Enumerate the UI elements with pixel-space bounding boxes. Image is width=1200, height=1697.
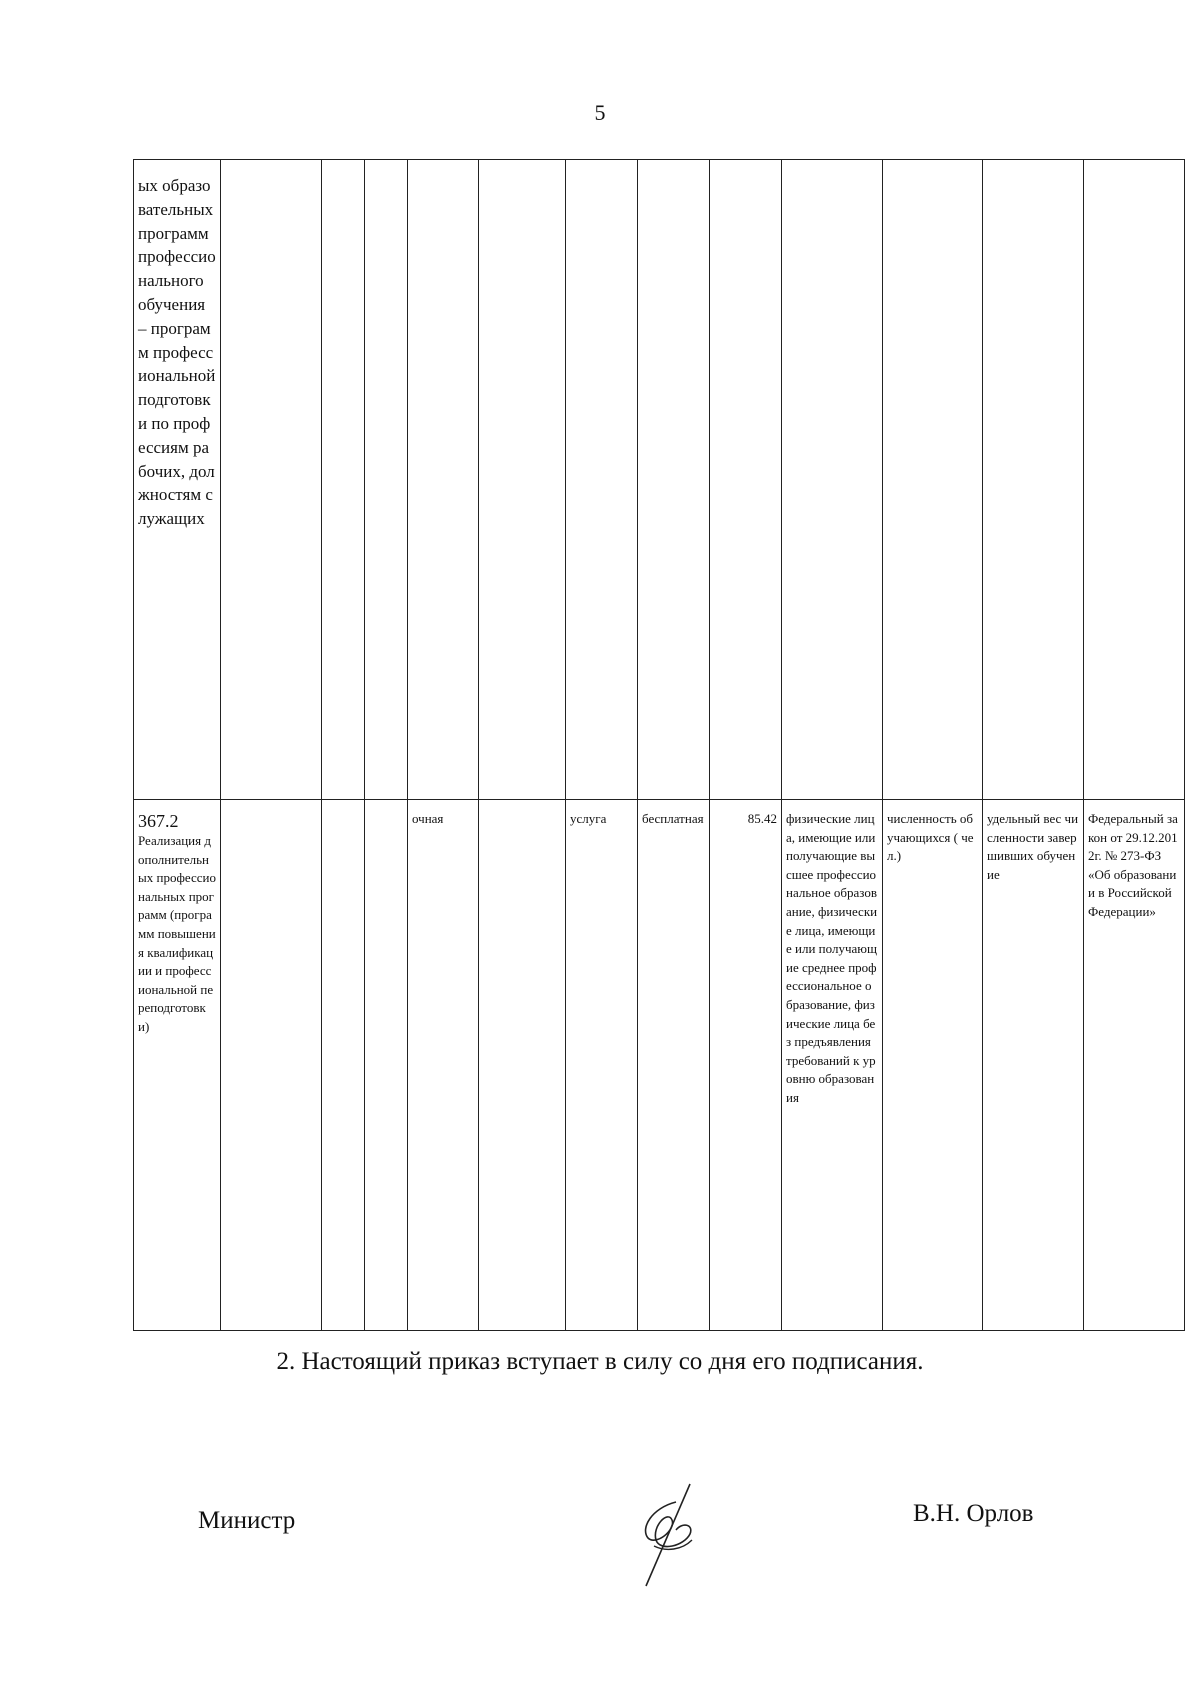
cell-service-code-name <box>134 800 221 1331</box>
cell-quality-indicator: удельный вес численности завершивших обучение <box>983 800 1084 1331</box>
table-cell <box>322 800 365 1331</box>
table-cell <box>782 160 883 800</box>
table-cell <box>1084 160 1185 800</box>
table-cell <box>710 160 782 800</box>
table-cell <box>365 800 408 1331</box>
table-cell <box>479 160 566 800</box>
clause-text: 2. Настоящий приказ вступает в силу со дня его подписания. <box>276 1348 924 1375</box>
signatory-name: В.Н. Орлов <box>913 1500 1034 1527</box>
table-cell <box>479 800 566 1331</box>
services-table <box>133 159 1185 1331</box>
service-name: Реализация дополнительных профессиональных программ (программ повышения квалификации и профессиональной переподготовки) <box>138 833 216 1034</box>
table-cell <box>566 160 638 800</box>
table-cell <box>408 160 479 800</box>
table-cell <box>322 160 365 800</box>
cell-payment: бесплатная <box>638 800 710 1331</box>
table-row <box>134 800 1185 1331</box>
service-code: 367.2 <box>138 811 179 831</box>
signatory-title: Министр <box>198 1507 296 1534</box>
cell-volume-indicator: численность обучающихся ( чел.) <box>883 800 983 1331</box>
table-cell <box>221 800 322 1331</box>
table-cell <box>365 160 408 800</box>
cell-service-name-continued: ых образовательных программ профессионального обучения – программ профессиональной подготовки по профессиям рабочих, должностям служащих <box>134 160 221 800</box>
cell-law: Федеральный закон от 29.12.2012г. № 273-ФЗ «Об образовании в Российской Федерации» <box>1084 800 1185 1331</box>
page-number: 5 <box>594 100 606 125</box>
table-cell <box>983 160 1084 800</box>
cell-value: 85.42 <box>710 800 782 1331</box>
cell-form: очная <box>408 800 479 1331</box>
table-cell <box>883 160 983 800</box>
table-row <box>134 160 1185 800</box>
cell-type: услуга <box>566 800 638 1331</box>
cell-consumers: физические лица, имеющие или получающие высшее профессиональное образование, физические лица, имеющие или получающие среднее профессиональное образование, физические лица без предъявления требований к уровню образования <box>782 800 883 1331</box>
signature-mark <box>632 1480 712 1590</box>
table-cell <box>638 160 710 800</box>
table-cell <box>221 160 322 800</box>
